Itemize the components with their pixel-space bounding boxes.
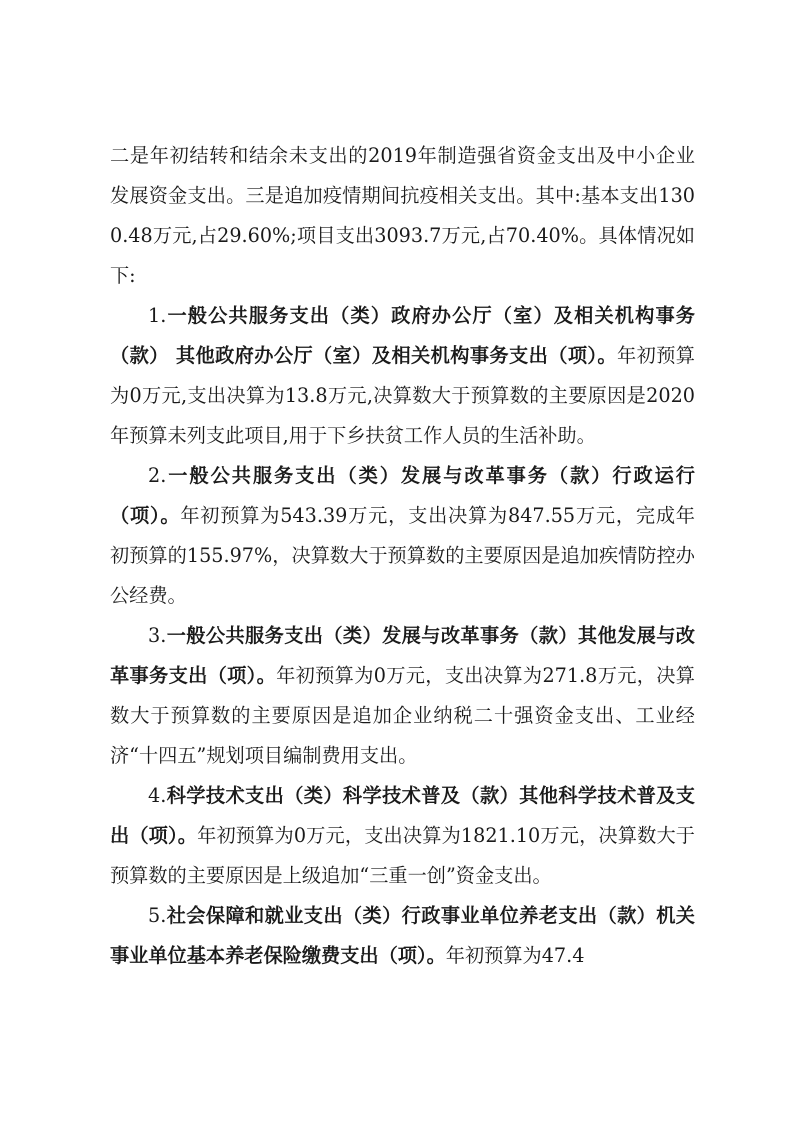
item-number: 2. — [148, 464, 167, 487]
item-heading: 社会保障和就业支出（类）行政事业单位养老支出（款）机关事业单位基本养老保险缴费支出（项）。 — [110, 904, 695, 967]
item-body: 年初预算为0万元，支出决算为271.8万元，决算数大于预算数的主要原因是追加企业纳税二十强资金支出、工业经济“十四五”规划项目编制费用支出。 — [110, 664, 695, 767]
intro-paragraph: 二是年初结转和结余未支出的2019年制造强省资金支出及中小企业发展资金支出。三是追加疫情期间抗疫相关支出。其中:基本支出1300.48万元,占29.60%;项目支出3093.7万元,占70.40%。具体情况如下: — [110, 144, 695, 287]
item-number: 5. — [148, 904, 167, 927]
item-body: 年初预算为543.39万元，支出决算为847.55万元，完成年初预算的155.97%，决算数大于预算数的主要原因是追加疾情防控办公经费。 — [110, 504, 695, 607]
item-number: 3. — [148, 624, 167, 647]
item-body: 年初预算为47.4 — [445, 944, 585, 967]
document-page — [110, 136, 695, 976]
item-paragraph-1 — [110, 296, 695, 456]
item-paragraph-2 — [110, 456, 695, 616]
item-body: 年初预算为0万元，支出决算为1821.10万元，决算数大于预算数的主要原因是上级追加“三重一创”资金支出。 — [110, 824, 695, 887]
item-heading: 科学技术支出（类）科学技术普及（款）其他科学技术普及支出（项）。 — [110, 784, 695, 847]
item-body: 年初预算为0万元,支出决算为13.8万元,决算数大于预算数的主要原因是2020年预算未列支此项目,用于下乡扶贫工作人员的生活补助。 — [110, 344, 695, 447]
item-paragraph-5 — [110, 896, 695, 976]
item-heading: 一般公共服务支出（类）政府办公厅（室）及相关机构事务（款） 其他政府办公厅（室）及相关机构事务支出（项）。 — [110, 304, 695, 367]
item-paragraph-3 — [110, 616, 695, 776]
item-number: 4. — [148, 784, 167, 807]
item-number: 1. — [148, 304, 167, 327]
item-heading: 一般公共服务支出（类）发展与改革事务（款）行政运行（项）。 — [110, 464, 695, 527]
item-heading: 一般公共服务支出（类）发展与改革事务（款）其他发展与改革事务支出（项）。 — [110, 624, 695, 687]
item-paragraph-4 — [110, 776, 695, 896]
